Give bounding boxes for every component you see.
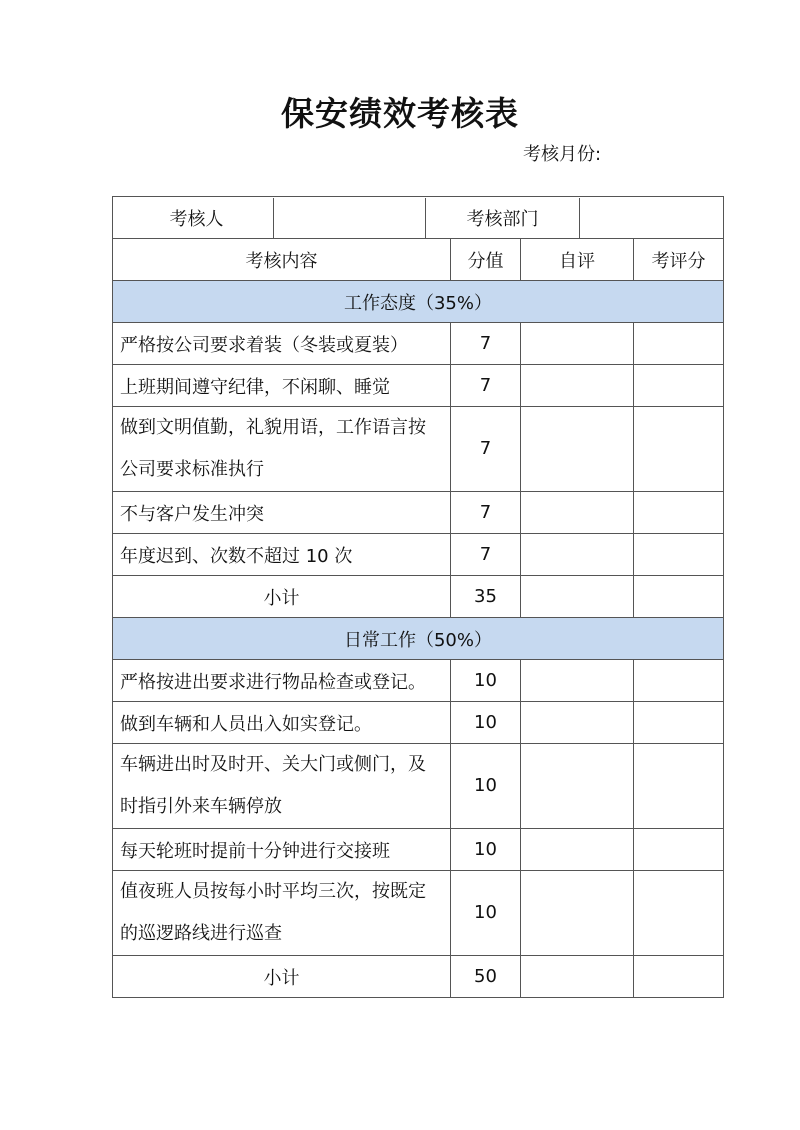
assess-score-cell[interactable] (634, 702, 724, 744)
assess-score-cell[interactable] (634, 323, 724, 365)
item-score: 7 (451, 407, 521, 492)
table-row (113, 492, 724, 534)
item-text: 做到文明值勤，礼貌用语，工作语言按公司要求标准执行 (113, 407, 451, 492)
subtotal-label: 小计 (113, 576, 451, 618)
assessment-month-label: 考核月份: (523, 144, 602, 165)
assess-score-cell[interactable] (634, 534, 724, 576)
subtotal-value: 50 (451, 956, 521, 998)
table-row (113, 744, 724, 829)
page-title: 保安绩效考核表 (281, 94, 519, 133)
item-score: 10 (451, 660, 521, 702)
self-eval-cell[interactable] (521, 956, 634, 998)
self-eval-cell[interactable] (521, 492, 634, 534)
department-label: 考核部门 (426, 198, 580, 238)
assess-score-cell[interactable] (634, 365, 724, 407)
subtotal-row (113, 956, 724, 998)
item-score: 7 (451, 365, 521, 407)
assessment-table (112, 196, 724, 998)
section-header-daily-work (113, 618, 724, 660)
table-header-row (113, 239, 724, 281)
table-row (113, 407, 724, 492)
header-score: 分值 (451, 239, 521, 281)
assessor-label: 考核人 (120, 198, 274, 238)
assess-score-cell[interactable] (634, 956, 724, 998)
table-row (113, 323, 724, 365)
assess-score-cell[interactable] (634, 407, 724, 492)
item-text: 年度迟到、次数不超过 10 次 (113, 534, 451, 576)
self-eval-cell[interactable] (521, 365, 634, 407)
section-title: 日常工作（50%） (113, 618, 724, 660)
assess-score-cell[interactable] (634, 829, 724, 871)
assess-score-cell[interactable] (634, 871, 724, 956)
item-score: 7 (451, 492, 521, 534)
self-eval-cell[interactable] (521, 702, 634, 744)
assess-score-cell[interactable] (634, 660, 724, 702)
item-score: 7 (451, 323, 521, 365)
self-eval-cell[interactable] (521, 744, 634, 829)
assessor-field[interactable] (274, 198, 426, 238)
item-text: 值夜班人员按每小时平均三次，按既定的巡逻路线进行巡查 (113, 871, 451, 956)
item-text: 上班期间遵守纪律，不闲聊、睡觉 (113, 365, 451, 407)
subtotal-label: 小计 (113, 956, 451, 998)
table-row (113, 660, 724, 702)
item-score: 10 (451, 871, 521, 956)
assess-score-cell[interactable] (634, 492, 724, 534)
header-self-eval: 自评 (521, 239, 634, 281)
section-header-attitude (113, 281, 724, 323)
item-text: 严格按公司要求着装（冬装或夏装） (113, 323, 451, 365)
self-eval-cell[interactable] (521, 323, 634, 365)
header-assess-score: 考评分 (634, 239, 724, 281)
item-text: 车辆进出时及时开、关大门或侧门，及时指引外来车辆停放 (113, 744, 451, 829)
info-row (113, 197, 724, 239)
item-score: 7 (451, 534, 521, 576)
self-eval-cell[interactable] (521, 407, 634, 492)
table-row (113, 365, 724, 407)
self-eval-cell[interactable] (521, 660, 634, 702)
header-content: 考核内容 (113, 239, 451, 281)
self-eval-cell[interactable] (521, 871, 634, 956)
item-score: 10 (451, 702, 521, 744)
table-row (113, 534, 724, 576)
self-eval-cell[interactable] (521, 534, 634, 576)
item-text: 做到车辆和人员出入如实登记。 (113, 702, 451, 744)
assess-score-cell[interactable] (634, 744, 724, 829)
table-row (113, 702, 724, 744)
self-eval-cell[interactable] (521, 576, 634, 618)
subtotal-value: 35 (451, 576, 521, 618)
table-row (113, 829, 724, 871)
assess-score-cell[interactable] (634, 576, 724, 618)
department-field[interactable] (580, 198, 717, 238)
table-row (113, 871, 724, 956)
subtotal-row (113, 576, 724, 618)
item-score: 10 (451, 829, 521, 871)
item-text: 严格按进出要求进行物品检查或登记。 (113, 660, 451, 702)
self-eval-cell[interactable] (521, 829, 634, 871)
item-score: 10 (451, 744, 521, 829)
section-title: 工作态度（35%） (113, 281, 724, 323)
item-text: 不与客户发生冲突 (113, 492, 451, 534)
item-text: 每天轮班时提前十分钟进行交接班 (113, 829, 451, 871)
